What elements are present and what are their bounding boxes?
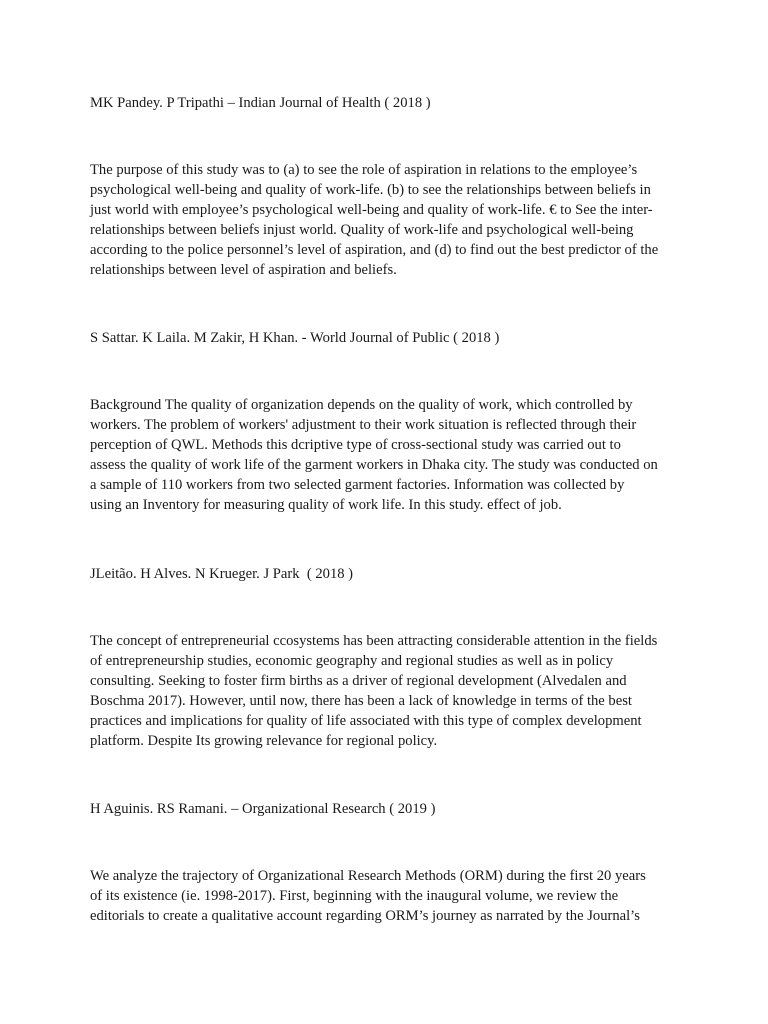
abstract-3-line-3: consulting. Seeking to foster firm births as a driver of regional development (Alvedalen and (90, 673, 627, 689)
abstract-1-line-2: psychological well-being and quality of work-life. (b) to see the relationships between beliefs in (90, 182, 651, 198)
abstract-3-line-1: The concept of entrepreneurial ccosystems has been attracting considerable attention in the fields (90, 633, 658, 649)
abstract-2-line-6: using an Inventory for measuring quality of work life. In this study. effect of job. (90, 497, 562, 513)
abstract-3-line-5: practices and implications for quality of life associated with this type of complex development (90, 713, 642, 729)
citation-2: S Sattar. K Laila. M Zakir, H Khan. - World Journal of Public ( 2018 ) (90, 330, 500, 346)
abstract-2-line-3: perception of QWL. Methods this dcriptive type of cross-sectional study was carried out to (90, 437, 621, 453)
abstract-1-line-4: relationships between beliefs injust world. Quality of work-life and psychological well-being (90, 222, 634, 238)
citation-1: MK Pandey. P Tripathi – Indian Journal of Health ( 2018 ) (90, 95, 431, 111)
abstract-3-line-4: Boschma 2017). However, until now, there has been a lack of knowledge in terms of the best (90, 693, 632, 709)
abstract-1-line-1: The purpose of this study was to (a) to see the role of aspiration in relations to the employee’s (90, 162, 638, 178)
abstract-2-line-2: workers. The problem of workers' adjustment to their work situation is reflected through their (90, 417, 637, 433)
abstract-2-line-1: Background The quality of organization depends on the quality of work, which controlled by (90, 397, 633, 413)
abstract-3-line-6: platform. Despite Its growing relevance for regional policy. (90, 733, 438, 749)
abstract-2-line-5: a sample of 110 workers from two selected garment factories. Information was collected by (90, 477, 625, 493)
abstract-4-line-3: editorials to create a qualitative account regarding ORM’s journey as narrated by the Journal’s (90, 908, 640, 924)
abstract-1-line-5: according to the police personnel’s level of aspiration, and (d) to find out the best predictor of the (90, 242, 659, 258)
abstract-2-line-4: assess the quality of work life of the garment workers in Dhaka city. The study was conducted on (90, 457, 658, 473)
abstract-3-line-2: of entrepreneurship studies, economic geography and regional studies as well as in policy (90, 653, 614, 669)
abstract-1-line-6: relationships between level of aspiration and beliefs. (90, 262, 397, 278)
abstract-1-line-3: just world with employee’s psychological well-being and quality of work-life. € to See the inter- (90, 202, 653, 218)
citation-3: JLeitão. H Alves. N Krueger. J Park ( 2018 ) (90, 566, 354, 582)
abstract-4-line-1: We analyze the trajectory of Organizational Research Methods (ORM) during the first 20 years (90, 868, 646, 884)
citation-4: H Aguinis. RS Ramani. – Organizational Research ( 2019 ) (90, 801, 436, 817)
abstract-4-line-2: of its existence (ie. 1998-2017). First, beginning with the inaugural volume, we review the (90, 888, 619, 904)
